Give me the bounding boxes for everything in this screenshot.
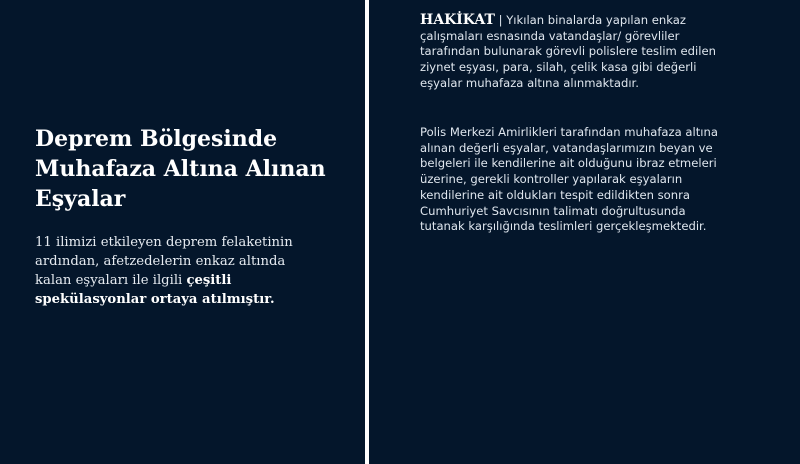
claim-title: Deprem Bölgesinde Muhafaza Altına Alınan Eşyalar [35,126,326,212]
verdict-label: HAKİKAT [420,12,495,28]
claim-body-intro: 11 ilimizi etkileyen deprem felaketinin ardından, afetzedelerin enkaz altında kalan eşyaları ile ilgili [35,235,293,288]
truth-paragraph-1-block [420,13,720,92]
claim-body [35,233,325,309]
verdict-separator: | [498,13,503,27]
truth-paragraph-1: Yıkılan binalarda yapılan enkaz çalışmaları esnasında vatandaşlar/ görevliler tarafından bulunarak görevli polislere teslim edilen ziynet eşyası, para, silah, çelik kasa gibi değerli eşyalar muhafaza altına alınmaktadır. [420,13,716,90]
claim-panel [0,0,365,464]
truth-paragraph-2: Polis Merkezi Amirlikleri tarafından muhafaza altına alınan değerli eşyalar, vatandaşlarımızın beyan ve belgeleri ile kendilerine ait olduğunu ibraz etmeleri üzerine, gerekli kontroller yapılarak eşyaların kendilerine ait oldukları tespit edildikten sonra Cumhuriyet Savcısının talimatı doğrultusunda tutanak karşılığında teslimleri gerçekleşmektedir. [420,125,718,234]
claim-body-emphasis: çeşitli spekülasyonlar ortaya atılmıştır. [35,273,275,307]
